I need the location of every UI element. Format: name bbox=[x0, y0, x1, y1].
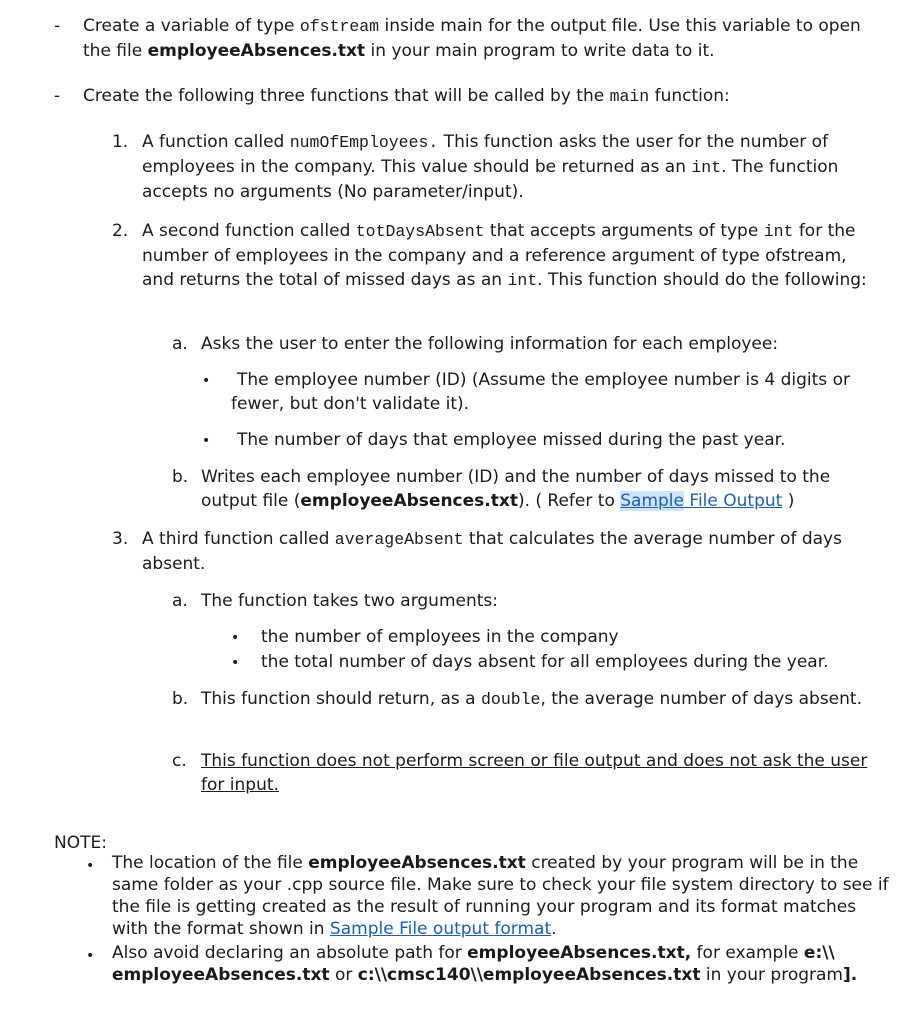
function-2b-text: Writes each employee number (ID) and the number of days missed to the output file (employeeAbsences.txt). ( Refer to Sample File Output ) bbox=[201, 467, 831, 511]
intro-item-2-text: Create the following three functions that will be called by the main function: bbox=[83, 86, 730, 106]
sub-label: a. bbox=[172, 334, 188, 354]
note-item-2: Also avoid declaring an absolute path for employeeAbsences.txt, for example e:\\ employeeAbsences.txt or c:\\cmsc140\\employeeAbsences.txt in your program]. bbox=[112, 943, 858, 985]
code-int: int bbox=[691, 158, 722, 177]
code-numOfEmployees: numOfEmployees. bbox=[289, 133, 439, 152]
code-int: int bbox=[763, 222, 794, 241]
list-number: 2. bbox=[112, 221, 129, 241]
filename-bold: employeeAbsences.txt bbox=[300, 491, 518, 511]
dash-marker: - bbox=[54, 16, 61, 36]
list-number: 3. bbox=[112, 529, 129, 549]
code-int: int bbox=[507, 271, 538, 290]
function-3a-bullet-2: the total number of days absent for all employees during the year. bbox=[261, 652, 829, 672]
code-totDaysAbsent: totDaysAbsent bbox=[355, 222, 485, 241]
note-item-1: The location of the file employeeAbsences.txt created by your program will be in the same folder as your .cpp source file. Make sure to check your file system directory to see if the file is getting created as the result of running your program and its format matches with the format shown in Sample File output format. bbox=[112, 853, 889, 939]
function-2a-text: Asks the user to enter the following information for each employee: bbox=[201, 334, 779, 354]
example-path-2: c:\\cmsc140\\employeeAbsences.txt bbox=[357, 965, 701, 985]
bullet-marker: • bbox=[231, 630, 240, 646]
note-heading: NOTE: bbox=[54, 833, 107, 853]
function-1-text: A function called numOfEmployees. This function asks the user for the number of employees in the company. This value should be returned as an int. The function accepts no arguments (No parameter/input). bbox=[142, 132, 839, 202]
bullet-marker: • bbox=[86, 858, 95, 874]
sub-label: a. bbox=[172, 591, 188, 611]
sub-label: b. bbox=[172, 689, 189, 709]
list-number: 1. bbox=[112, 132, 129, 152]
bullet-marker: • bbox=[202, 433, 211, 449]
function-3a-text: The function takes two arguments: bbox=[201, 591, 499, 611]
function-3-text: A third function called averageAbsent that calculates the average number of days absent. bbox=[142, 529, 842, 574]
sample-file-output-link[interactable]: Sample File Output bbox=[620, 491, 783, 511]
bullet-marker: • bbox=[231, 655, 240, 671]
function-2a-bullet-2: The number of days that employee missed during the past year. bbox=[237, 430, 786, 450]
sub-label: c. bbox=[172, 751, 187, 771]
filename-bold: employeeAbsences.txt, bbox=[467, 943, 692, 963]
function-3a-bullet-1: the number of employees in the company bbox=[261, 627, 619, 647]
code-ofstream: ofstream bbox=[299, 17, 380, 36]
sample-file-output-format-link[interactable]: Sample File output format bbox=[329, 919, 552, 939]
dash-marker: - bbox=[54, 86, 61, 106]
function-3b-text: This function should return, as a double, the average number of days absent. bbox=[201, 689, 862, 709]
code-main: main bbox=[609, 87, 650, 106]
code-double: double bbox=[481, 690, 541, 709]
example-path-1: e:\\ employeeAbsences.txt bbox=[112, 943, 835, 985]
filename-bold: employeeAbsences.txt bbox=[308, 853, 526, 873]
function-2-text: A second function called totDaysAbsent that accepts arguments of type int for the number of employees in the company and a reference argument of type ofstream, and returns the total of missed days as an int. This function should do the following: bbox=[142, 221, 867, 290]
function-3c-text: This function does not perform screen or file output and does not ask the user for input. bbox=[201, 751, 868, 795]
filename-bold: employeeAbsences.txt bbox=[147, 41, 366, 61]
intro-item-1-text: Create a variable of type ofstream inside main for the output file. Use this variable to open the file employeeAbsences.txt in your main program to write data to it. bbox=[83, 16, 861, 61]
bullet-marker: • bbox=[86, 948, 95, 964]
bullet-marker: • bbox=[202, 373, 211, 389]
function-2a-bullet-1: The employee number (ID) (Assume the employee number is 4 digits or fewer, but don't validate it). bbox=[231, 370, 850, 414]
sub-label: b. bbox=[172, 467, 189, 487]
code-averageAbsent: averageAbsent bbox=[334, 530, 464, 549]
